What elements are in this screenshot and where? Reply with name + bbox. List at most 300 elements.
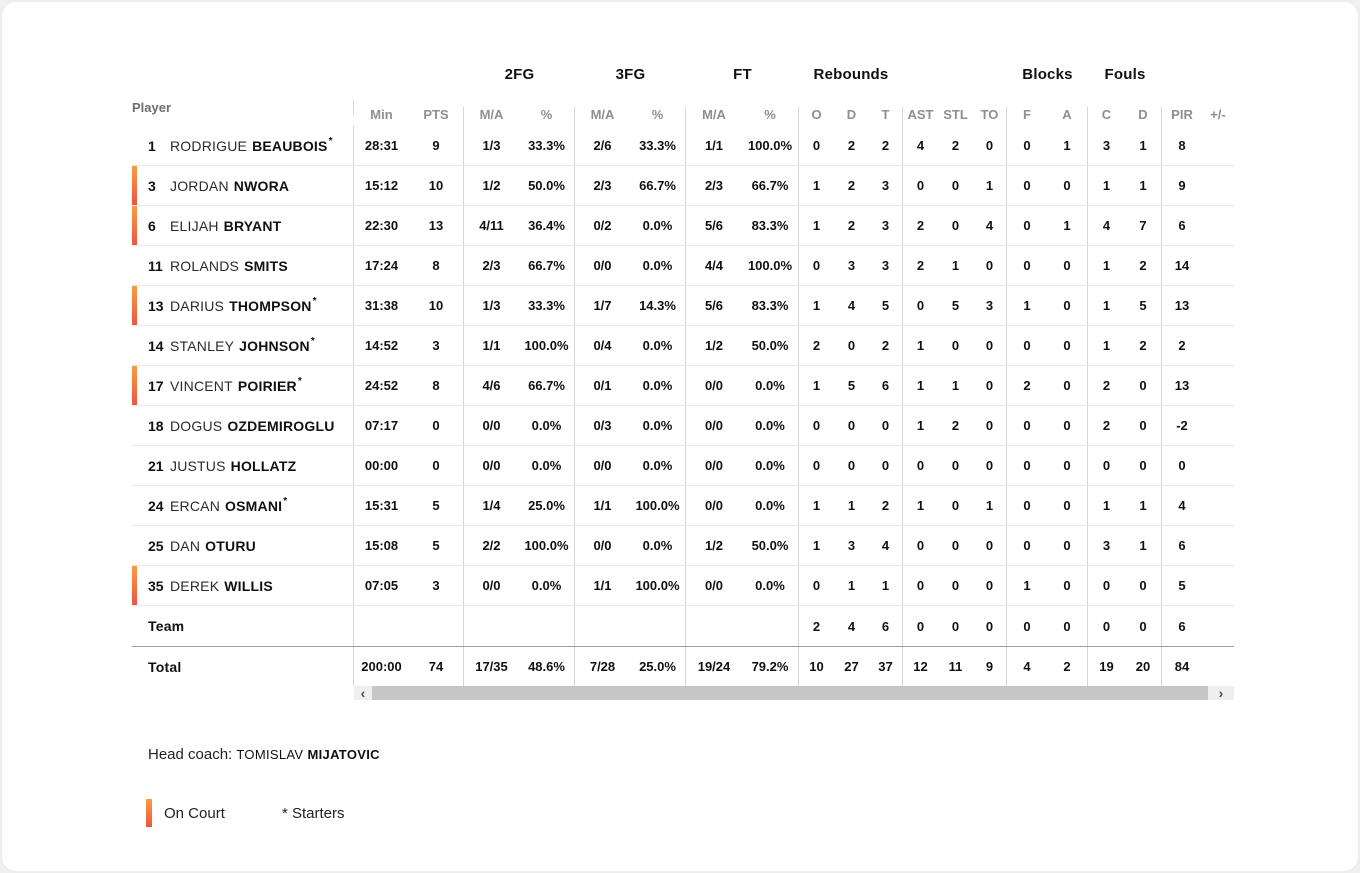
- table-row: [132, 206, 1234, 246]
- stat-block-a: 0: [1047, 366, 1088, 405]
- table-row: [132, 126, 1234, 166]
- column-header-plusminus: +/-: [1210, 107, 1226, 122]
- stat-pir: -2: [1176, 418, 1188, 433]
- stat-block-a: 0: [1047, 326, 1088, 365]
- group-header-blocks: Blocks: [1022, 65, 1073, 83]
- stat-ft-pct: 0.0%: [742, 406, 799, 445]
- stat-ast: 0: [916, 298, 925, 313]
- stat-reb-t: 0: [869, 446, 903, 485]
- stat-foul-d: 5: [1125, 286, 1162, 325]
- scroll-right-button[interactable]: ›: [1208, 686, 1234, 700]
- stat-ft-pct: 66.7%: [742, 166, 799, 205]
- stat-min: 07:17: [364, 418, 399, 433]
- starter-asterisk: *: [283, 496, 288, 507]
- stat-block-a: 0: [1047, 526, 1088, 565]
- stat-plusminus: [1202, 166, 1234, 205]
- column-header-3fg-ma: M/A: [590, 107, 615, 122]
- stat-3fg-ma: 0/1: [593, 378, 612, 393]
- stat-min: 22:30: [364, 218, 399, 233]
- stat-foul-d: 0: [1125, 566, 1162, 605]
- stat-ft-pct: 0.0%: [742, 446, 799, 485]
- column-header-fouls-d: D: [1125, 107, 1162, 126]
- stat-ft-ma: 19/24: [697, 659, 731, 674]
- stat-foul-c: 1: [1102, 498, 1111, 513]
- stat-block-f: 0: [1023, 258, 1031, 273]
- stat-stl: 2: [951, 138, 960, 153]
- group-header-ft: FT: [733, 65, 752, 83]
- scroll-left-button[interactable]: ‹: [354, 686, 372, 700]
- stat-2fg-ma: 2/3: [482, 258, 501, 273]
- stat-ast: 1: [916, 498, 925, 513]
- stat-block-f: 0: [1023, 538, 1031, 553]
- stat-min: [354, 606, 409, 646]
- stat-min: 17:24: [364, 258, 399, 273]
- stat-plusminus: [1202, 406, 1234, 445]
- stat-block-f: 4: [1023, 659, 1031, 674]
- on-court-indicator-bar: [146, 799, 152, 827]
- stat-pts: 9: [409, 126, 464, 165]
- stat-2fg-pct: 50.0%: [519, 166, 575, 205]
- stat-plusminus: [1202, 366, 1234, 405]
- stat-reb-t: 2: [869, 126, 903, 165]
- player-first-name: STANLEY: [170, 337, 235, 354]
- stat-block-a: 0: [1047, 286, 1088, 325]
- table-row: [132, 366, 1234, 406]
- stat-ft-pct: 100.0%: [742, 126, 799, 165]
- player-number: 17: [148, 377, 164, 394]
- column-header-pts: PTS: [409, 107, 464, 126]
- stat-foul-d: 0: [1125, 406, 1162, 445]
- stat-reb-t: 1: [869, 566, 903, 605]
- player-last-name: Team: [148, 618, 185, 634]
- stat-reb-t: 2: [869, 326, 903, 365]
- stat-plusminus: [1202, 526, 1234, 565]
- stat-block-a: 0: [1047, 246, 1088, 285]
- stat-3fg-pct: 14.3%: [630, 286, 686, 325]
- player-last-name: BRYANT: [223, 217, 282, 234]
- stat-ft-pct: [742, 606, 799, 646]
- stat-foul-d: 0: [1125, 366, 1162, 405]
- stat-plusminus: [1202, 566, 1234, 605]
- stat-block-f: 0: [1023, 138, 1031, 153]
- table-row: [132, 166, 1234, 206]
- stat-foul-c: 1: [1102, 338, 1111, 353]
- stat-plusminus: [1202, 446, 1234, 485]
- table-row: [132, 486, 1234, 526]
- stat-foul-d: 1: [1125, 126, 1162, 165]
- stat-min: 31:38: [364, 298, 399, 313]
- stat-to: 0: [973, 526, 1007, 565]
- player-last-name: Total: [148, 658, 182, 675]
- team-row: [132, 606, 1234, 646]
- stat-block-f: 1: [1023, 298, 1031, 313]
- stat-reb-d: 0: [847, 418, 856, 433]
- stat-2fg-ma: 17/35: [475, 659, 508, 674]
- stat-2fg-ma: 1/3: [482, 298, 501, 313]
- stat-block-a: 0: [1047, 166, 1088, 205]
- starter-asterisk: *: [312, 296, 317, 307]
- stat-3fg-ma: 2/3: [593, 178, 612, 193]
- stat-foul-c: 19: [1099, 659, 1114, 674]
- stat-foul-d: 7: [1125, 206, 1162, 245]
- player-last-name: BEAUBOIS: [252, 137, 328, 154]
- stat-min: 200:00: [361, 659, 402, 674]
- stat-block-f: 1: [1023, 578, 1031, 593]
- stat-plusminus: [1202, 326, 1234, 365]
- stat-3fg-ma: 0/4: [593, 338, 612, 353]
- stat-stl: 0: [951, 178, 960, 193]
- stat-foul-c: 4: [1102, 218, 1111, 233]
- player-first-name: RODRIGUE: [170, 137, 248, 154]
- stat-reb-o: 1: [812, 498, 821, 513]
- stat-reb-d: 2: [847, 218, 856, 233]
- stat-reb-d: 4: [847, 618, 856, 634]
- stat-reb-o: 2: [812, 338, 821, 353]
- stat-min: 14:52: [364, 338, 399, 353]
- stat-foul-d: 20: [1125, 647, 1162, 686]
- column-header-blocks-a: A: [1047, 107, 1088, 126]
- stat-to: 4: [973, 206, 1007, 245]
- stat-2fg-ma: 4/11: [479, 218, 504, 233]
- player-number: 11: [148, 257, 163, 274]
- stat-ft-ma: 1/2: [704, 538, 724, 553]
- horizontal-scrollbar[interactable]: [354, 686, 1234, 700]
- stat-3fg-ma: 0/3: [593, 418, 612, 433]
- stat-3fg-ma: 7/28: [589, 659, 616, 674]
- stat-block-a: 0: [1047, 566, 1088, 605]
- player-cell[interactable]: [132, 446, 354, 485]
- stat-block-a: 1: [1047, 206, 1088, 245]
- stat-reb-t: 3: [869, 246, 903, 285]
- stat-foul-c: 0: [1102, 618, 1111, 634]
- stat-foul-c: 0: [1102, 458, 1111, 473]
- player-cell[interactable]: [132, 526, 354, 565]
- player-cell[interactable]: [132, 126, 354, 165]
- stat-reb-d: 1: [847, 498, 856, 513]
- stat-reb-t: 2: [869, 486, 903, 525]
- stat-pir: 6: [1178, 218, 1186, 233]
- stat-reb-t: 4: [869, 526, 903, 565]
- stat-reb-d: 1: [847, 578, 856, 593]
- stat-ft-pct: 83.3%: [742, 206, 799, 245]
- player-cell[interactable]: [132, 286, 354, 325]
- table-row: [132, 566, 1234, 606]
- stat-foul-c: 0: [1102, 578, 1111, 593]
- column-header-to: TO: [973, 107, 1007, 126]
- stat-foul-d: 0: [1125, 606, 1162, 646]
- stat-ft-ma: 5/6: [704, 298, 724, 313]
- stat-2fg-pct: 100.0%: [519, 526, 575, 565]
- stat-to: 0: [973, 246, 1007, 285]
- stat-pts: 13: [409, 206, 464, 245]
- stat-reb-d: 4: [847, 298, 856, 313]
- stat-ft-ma: 0/0: [704, 458, 724, 473]
- stat-block-f: 0: [1023, 218, 1031, 233]
- stat-block-f: 0: [1023, 178, 1031, 193]
- stat-plusminus: [1202, 647, 1234, 686]
- player-cell[interactable]: [132, 366, 354, 405]
- column-header-ft-ma: M/A: [702, 107, 726, 122]
- player-first-name: DEREK: [170, 577, 220, 594]
- player-last-name: THOMPSON: [229, 297, 312, 314]
- stat-pir: 6: [1178, 538, 1186, 553]
- starter-asterisk: *: [310, 336, 315, 347]
- stat-reb-t: 0: [869, 406, 903, 445]
- stat-pts: 0: [409, 406, 464, 445]
- stat-3fg-ma: 1/1: [593, 578, 612, 593]
- stat-2fg-pct: 66.7%: [519, 366, 575, 405]
- coach-last-name: MIJATOVIC: [307, 747, 380, 762]
- stat-3fg-pct: 0.0%: [630, 526, 686, 565]
- stat-3fg-ma: 0/2: [593, 218, 612, 233]
- scrollbar-thumb[interactable]: [372, 686, 1208, 700]
- stat-2fg-ma: 1/3: [482, 138, 501, 153]
- player-cell[interactable]: [132, 326, 354, 365]
- column-header-reb-t: T: [869, 107, 903, 126]
- head-coach-line: [148, 746, 380, 763]
- stat-plusminus: [1202, 246, 1234, 285]
- player-number: 18: [148, 417, 164, 434]
- stat-foul-c: 1: [1102, 258, 1111, 273]
- stat-block-f: 0: [1023, 338, 1031, 353]
- stat-ast: 1: [916, 338, 925, 353]
- stat-to: 1: [973, 486, 1007, 525]
- stat-ast: 1: [916, 378, 925, 393]
- player-cell[interactable]: [132, 606, 354, 646]
- stat-pir: 13: [1174, 298, 1190, 313]
- stat-block-f: 0: [1023, 458, 1031, 473]
- group-header-3fg: 3FG: [615, 65, 646, 83]
- stat-2fg-pct: 0.0%: [519, 566, 575, 605]
- stat-pir: 0: [1178, 458, 1186, 473]
- player-first-name: JORDAN: [170, 177, 229, 194]
- stat-3fg-ma: 0/0: [593, 458, 612, 473]
- stat-2fg-pct: 33.3%: [519, 126, 575, 165]
- player-number: 14: [148, 337, 164, 354]
- stat-reb-d: 2: [847, 138, 856, 153]
- player-last-name: SMITS: [244, 257, 288, 274]
- stat-3fg-pct: 0.0%: [630, 206, 686, 245]
- stat-min: 07:05: [364, 578, 399, 593]
- stat-2fg-ma: 4/6: [482, 378, 501, 393]
- player-number: 3: [148, 177, 156, 194]
- stat-reb-t: 3: [869, 206, 903, 245]
- starter-asterisk: *: [328, 136, 333, 147]
- stat-3fg-ma: 1/7: [593, 298, 612, 313]
- stat-to: 3: [973, 286, 1007, 325]
- stat-ft-ma: 4/4: [704, 258, 724, 273]
- stat-reb-t: 6: [869, 606, 903, 646]
- stat-ft-ma: 0/0: [704, 378, 724, 393]
- player-cell[interactable]: [132, 246, 354, 285]
- stat-pir: 13: [1174, 378, 1190, 393]
- stat-block-f: 0: [1023, 618, 1031, 634]
- stat-plusminus: [1202, 606, 1234, 646]
- stat-pir: 5: [1178, 578, 1186, 593]
- stat-reb-d: 0: [847, 458, 856, 473]
- stat-reb-o: 1: [812, 218, 821, 233]
- group-header-rebounds: Rebounds: [813, 65, 889, 83]
- stat-3fg-pct: 0.0%: [630, 246, 686, 285]
- stat-3fg-pct: 0.0%: [630, 446, 686, 485]
- stat-to: 0: [973, 566, 1007, 605]
- player-first-name: DOGUS: [170, 417, 223, 434]
- player-number: 25: [148, 537, 164, 554]
- stat-2fg-ma: 2/2: [482, 538, 501, 553]
- stat-ast: 0: [916, 578, 925, 593]
- player-cell[interactable]: [132, 486, 354, 525]
- column-header-player: Player: [132, 100, 354, 115]
- stat-reb-d: 3: [847, 538, 856, 553]
- column-header-reb-o: O: [811, 107, 822, 122]
- stat-ast: 0: [916, 178, 925, 193]
- stat-plusminus: [1202, 126, 1234, 165]
- stat-to: 0: [973, 126, 1007, 165]
- stat-pts: 5: [409, 486, 464, 525]
- stat-foul-c: 1: [1102, 298, 1111, 313]
- stat-stl: 1: [951, 378, 960, 393]
- stat-3fg-pct: 33.3%: [630, 126, 686, 165]
- player-cell[interactable]: [132, 206, 354, 245]
- stat-ft-ma: [686, 606, 742, 646]
- stat-2fg-ma: [464, 606, 519, 646]
- stat-3fg-pct: 100.0%: [630, 486, 686, 525]
- stat-3fg-pct: [630, 606, 686, 646]
- column-header-blocks-f: F: [1023, 107, 1031, 122]
- coach-first-name: TOMISLAV: [236, 747, 304, 762]
- stat-ast: 2: [916, 258, 925, 273]
- stat-ft-pct: 0.0%: [742, 486, 799, 525]
- stat-2fg-ma: 0/0: [482, 418, 501, 433]
- stat-3fg-pct: 100.0%: [630, 566, 686, 605]
- stat-3fg-pct: 0.0%: [630, 326, 686, 365]
- stat-ft-pct: 0.0%: [742, 566, 799, 605]
- group-header-row: [132, 60, 1234, 88]
- player-number: 24: [148, 497, 164, 514]
- stat-stl: 2: [951, 418, 960, 433]
- stat-foul-c: 2: [1102, 378, 1111, 393]
- player-cell[interactable]: [132, 406, 354, 445]
- column-header-3fg-pct: %: [630, 107, 686, 126]
- stat-plusminus: [1202, 286, 1234, 325]
- stat-ft-pct: 50.0%: [742, 526, 799, 565]
- player-first-name: ROLANDS: [170, 257, 240, 274]
- player-first-name: DARIUS: [170, 297, 225, 314]
- player-first-name: VINCENT: [170, 377, 233, 394]
- stat-block-a: 1: [1047, 126, 1088, 165]
- player-last-name: POIRIER: [237, 377, 297, 394]
- stat-ft-ma: 1/1: [704, 138, 724, 153]
- stat-reb-t: 3: [869, 166, 903, 205]
- legend-on-court-label: On Court: [164, 804, 225, 822]
- stat-2fg-ma: 1/1: [482, 338, 501, 353]
- stat-foul-d: 2: [1125, 326, 1162, 365]
- column-header-min: Min: [370, 107, 393, 122]
- stat-reb-d: 2: [847, 178, 856, 193]
- stat-pts: 10: [409, 286, 464, 325]
- table-row: [132, 326, 1234, 366]
- stat-ast: 2: [916, 218, 925, 233]
- stat-pts: 8: [409, 246, 464, 285]
- stat-ft-pct: 83.3%: [742, 286, 799, 325]
- stat-pir: 14: [1174, 258, 1190, 273]
- player-last-name: OSMANI: [225, 497, 283, 514]
- stat-min: 24:52: [364, 378, 399, 393]
- stat-foul-d: 1: [1125, 166, 1162, 205]
- stat-2fg-pct: 33.3%: [519, 286, 575, 325]
- stat-ft-ma: 0/0: [704, 498, 724, 513]
- stat-3fg-pct: 25.0%: [630, 647, 686, 686]
- stat-reb-t: 6: [869, 366, 903, 405]
- stat-2fg-ma: 0/0: [482, 578, 501, 593]
- player-last-name: JOHNSON: [239, 337, 310, 354]
- stat-foul-d: 1: [1125, 526, 1162, 565]
- stat-reb-d: 5: [847, 378, 856, 393]
- stat-plusminus: [1202, 486, 1234, 525]
- stat-ft-pct: 50.0%: [742, 326, 799, 365]
- starter-asterisk: *: [297, 376, 302, 387]
- stat-block-f: 0: [1023, 418, 1031, 433]
- stat-ast: 0: [916, 458, 925, 473]
- stat-pts: 3: [409, 566, 464, 605]
- stat-ft-pct: 100.0%: [742, 246, 799, 285]
- stat-reb-t: 5: [869, 286, 903, 325]
- stat-pir: 6: [1178, 618, 1186, 634]
- stat-pts: 0: [409, 446, 464, 485]
- boxscore-table: [132, 60, 1234, 700]
- player-cell[interactable]: [132, 566, 354, 605]
- stat-stl: 5: [951, 298, 960, 313]
- player-last-name: OTURU: [205, 537, 256, 554]
- table-body: [132, 126, 1234, 686]
- stat-pts: 3: [409, 326, 464, 365]
- stat-ast: 0: [916, 618, 925, 634]
- player-number: 13: [148, 297, 164, 314]
- stat-reb-d: 3: [847, 258, 856, 273]
- table-row: [132, 406, 1234, 446]
- stat-3fg-pct: 0.0%: [630, 366, 686, 405]
- stat-to: 9: [973, 647, 1007, 686]
- player-cell[interactable]: [132, 647, 354, 686]
- stat-foul-c: 1: [1102, 178, 1111, 193]
- stat-stl: 0: [951, 338, 960, 353]
- stat-reb-d: 27: [844, 659, 859, 674]
- stat-pir: 4: [1178, 498, 1186, 513]
- stat-3fg-pct: 0.0%: [630, 406, 686, 445]
- stat-ft-pct: 0.0%: [742, 366, 799, 405]
- column-header-ft-pct: %: [742, 107, 799, 126]
- stat-pts: 5: [409, 526, 464, 565]
- stat-reb-o: 2: [812, 618, 821, 634]
- stat-stl: 0: [951, 458, 960, 473]
- stat-block-f: 2: [1023, 378, 1031, 393]
- stat-reb-o: 0: [812, 418, 821, 433]
- stat-reb-o: 0: [812, 138, 821, 153]
- stat-ft-pct: 79.2%: [742, 647, 799, 686]
- stat-pts: 10: [409, 166, 464, 205]
- stat-stl: 0: [951, 218, 960, 233]
- stat-foul-c: 3: [1102, 538, 1111, 553]
- stat-foul-d: 1: [1125, 486, 1162, 525]
- column-header-pir: PIR: [1171, 107, 1193, 122]
- stat-min: 15:12: [364, 178, 399, 193]
- stat-min: 00:00: [364, 458, 399, 473]
- legend-starters-label: * Starters: [282, 804, 345, 822]
- stat-3fg-ma: 0/0: [593, 538, 612, 553]
- player-cell[interactable]: [132, 166, 354, 205]
- player-last-name: HOLLATZ: [230, 457, 297, 474]
- stat-to: 0: [973, 366, 1007, 405]
